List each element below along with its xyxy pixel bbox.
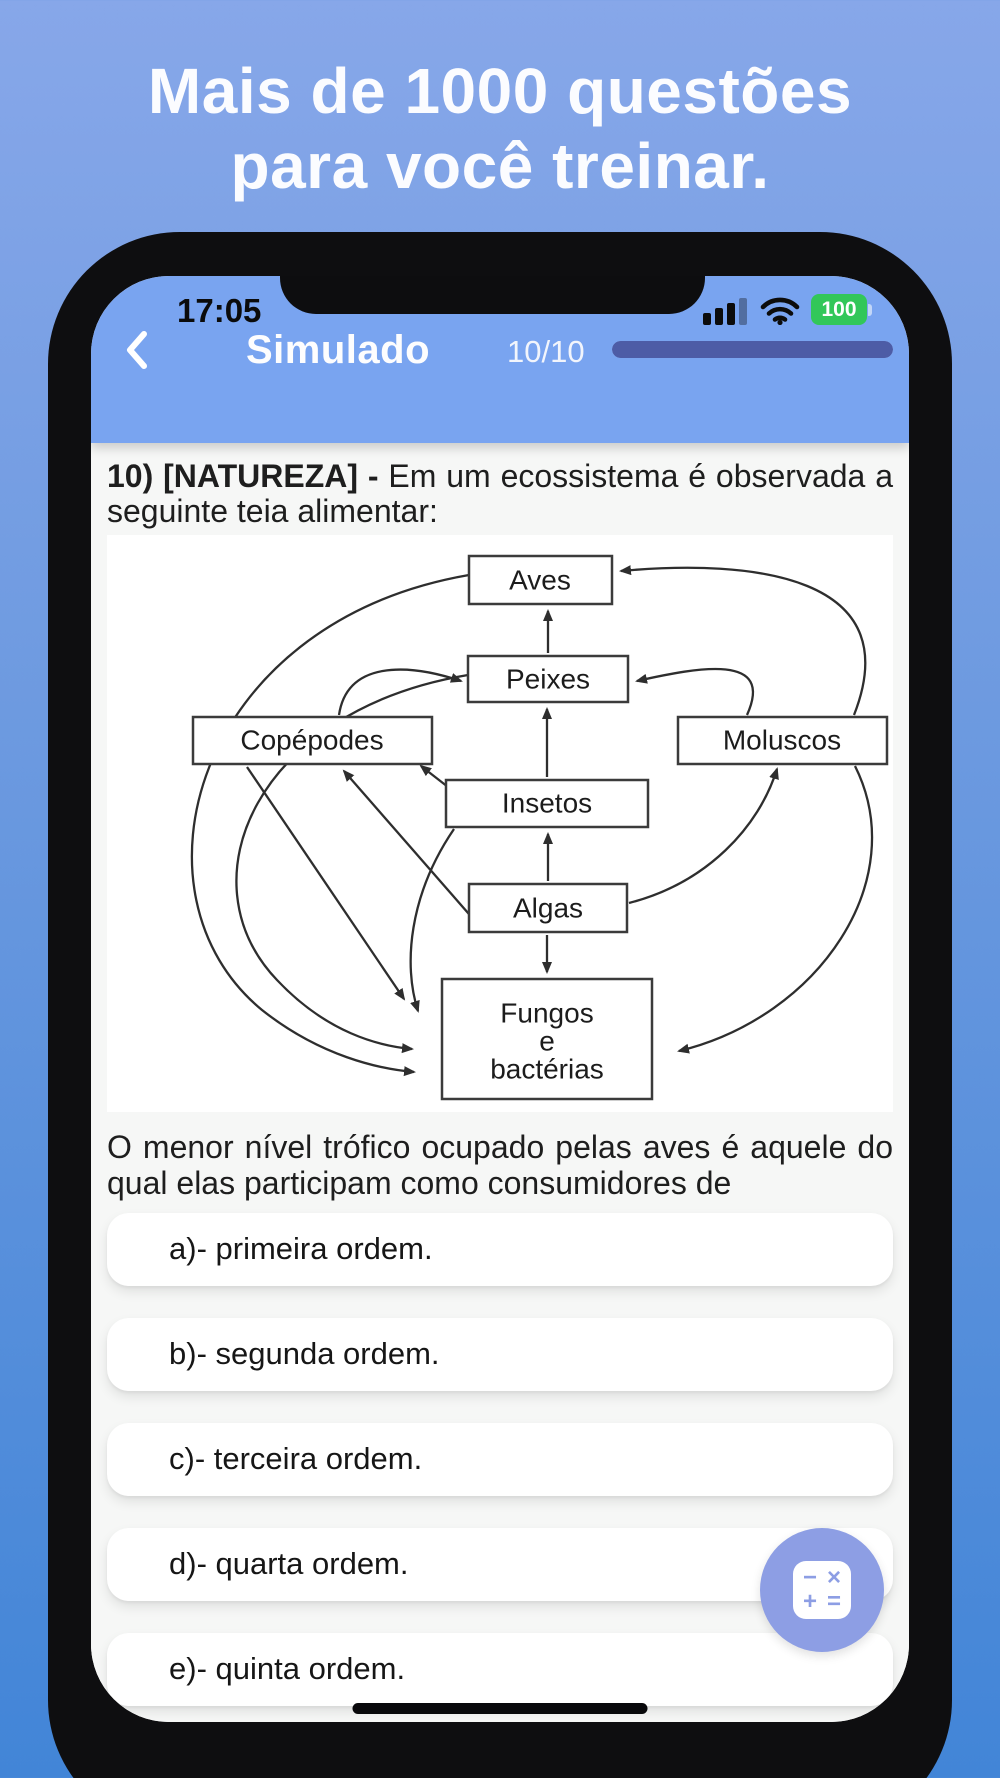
node-label-copepodes: Copépodes: [240, 724, 384, 756]
node-label-peixes: Peixes: [505, 663, 591, 695]
phone-frame: [48, 232, 952, 1778]
calculator-icon: [793, 1561, 851, 1619]
node-label-aves: Aves: [509, 564, 571, 596]
diagram-node-copepodes: [193, 717, 432, 764]
progress-fill: [612, 341, 893, 358]
notch: [280, 276, 705, 314]
battery-nub: [868, 304, 872, 316]
option-d[interactable]: d)- quarta ordem.: [107, 1528, 893, 1601]
node-label-insetos: Insetos: [501, 787, 593, 819]
question-prefix: 10) [NATUREZA] -: [107, 458, 379, 494]
back-button[interactable]: [117, 330, 157, 370]
arrow-algas-moluscos: [629, 769, 777, 903]
diagram-node-fungos-bacterias: [442, 979, 652, 1099]
question-intro: Em um ecossistema é observada a seguinte teia alimentar:: [107, 458, 894, 530]
options-list: [107, 1213, 893, 1706]
arrow-aves-fungos: [192, 575, 469, 1072]
hero-title-line2: para você treinar.: [230, 129, 770, 202]
status-time: 17:05: [177, 292, 262, 329]
diagram-node-moluscos: [678, 717, 887, 764]
home-indicator[interactable]: [353, 1703, 648, 1714]
hero-title: [0, 54, 1000, 204]
calc-minus: −: [802, 1564, 817, 1591]
arrow-moluscos-fungos: [679, 766, 872, 1051]
node-label-algas: Algas: [512, 892, 584, 924]
option-e[interactable]: e)- quinta ordem.: [107, 1633, 893, 1706]
arrow-moluscos-peixes: [637, 669, 753, 715]
calculator-fab[interactable]: [760, 1528, 884, 1652]
hero-title-line1: Mais de 1000 questões: [147, 55, 853, 127]
diagram-node-aves: [469, 556, 612, 604]
node-label-fungos-line1: Fungos: [500, 997, 594, 1029]
node-label-fungos-line2: e: [539, 1025, 555, 1057]
node-label-moluscos: Moluscos: [722, 724, 842, 756]
app-bar: [91, 328, 909, 372]
progress-label: 10/10: [507, 334, 585, 369]
arrow-copepodes-fungos: [247, 767, 404, 999]
option-b[interactable]: b)- segunda ordem.: [107, 1318, 893, 1391]
question-body: O menor nível trófico ocupado pelas aves é aquele do qual elas participam como consumidores de: [107, 1129, 893, 1201]
chevron-left-icon: [125, 330, 149, 370]
arrow-moluscos-aves: [621, 568, 865, 715]
phone-header: [91, 276, 909, 443]
food-web-diagram: [107, 535, 893, 1112]
signal-bars-icon: [703, 297, 749, 325]
battery-icon: [811, 294, 872, 325]
status-icons: [703, 293, 872, 325]
diagram-node-algas: [469, 884, 627, 932]
diagram-node-peixes: [468, 656, 628, 702]
phone-screen: [91, 276, 909, 1722]
wifi-icon: [760, 295, 800, 325]
battery-level: 100: [811, 294, 867, 325]
progress-bar: [612, 341, 893, 358]
diagram-node-insetos: [446, 780, 648, 827]
calc-equals: =: [826, 1588, 841, 1615]
calc-plus: +: [802, 1588, 817, 1615]
page-title: Simulado: [246, 328, 431, 372]
calc-times: ×: [826, 1564, 841, 1591]
question-scroll-area[interactable]: [91, 443, 909, 1722]
node-label-fungos-line3: bactérias: [490, 1053, 604, 1085]
option-c[interactable]: c)- terceira ordem.: [107, 1423, 893, 1496]
question-text: [107, 459, 893, 529]
option-a[interactable]: a)- primeira ordem.: [107, 1213, 893, 1286]
